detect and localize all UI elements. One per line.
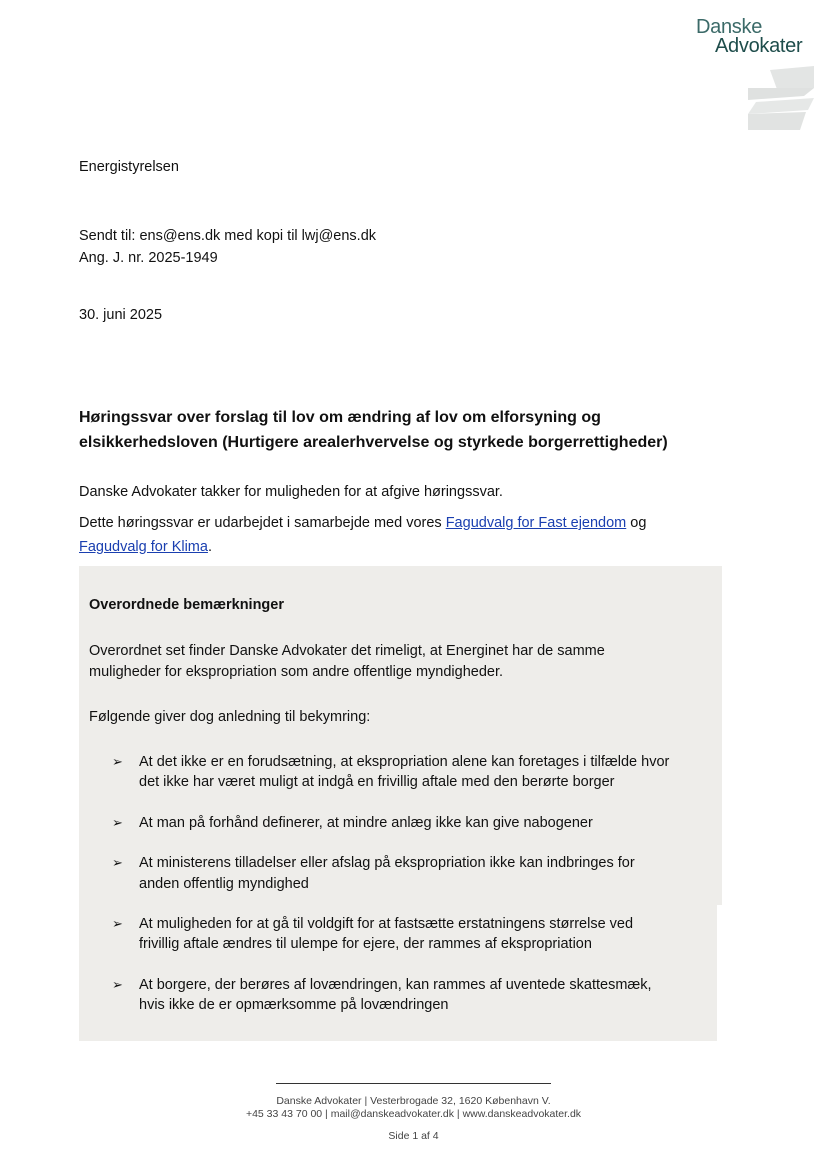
bullet-arrow-icon: ➢ xyxy=(112,815,123,830)
remarks-paragraph-line-2: muligheder for ekspropriation som andre offentlige myndigheder. xyxy=(89,664,504,680)
footer-address: Danske Advokater | Vesterbrogade 32, 1620 København V. xyxy=(276,1095,551,1107)
collaboration-line-2 xyxy=(79,536,212,558)
document-title-line-1: Høringssvar over forslag til lov om ændring af lov om elforsyning og xyxy=(79,409,601,426)
collaboration-prefix: Dette høringssvar er udarbejdet i samarbejde med vores xyxy=(79,515,446,531)
logo-mark-icon xyxy=(748,66,814,130)
bullet-2-line-1: At man på forhånd definerer, at mindre anlæg ikke kan give nabogener xyxy=(139,815,593,831)
document-date: 30. juni 2025 xyxy=(79,307,163,323)
case-reference: Ang. J. nr. 2025-1949 xyxy=(79,250,218,266)
link-fagudvalg-klima[interactable]: Fagudvalg for Klima xyxy=(79,539,208,555)
link-fagudvalg-fast-ejendom[interactable]: Fagudvalg for Fast ejendom xyxy=(445,515,627,531)
bullet-arrow-icon: ➢ xyxy=(112,855,123,870)
collaboration-mid: og xyxy=(626,515,647,531)
concerns-intro: Følgende giver dog anledning til bekymring: xyxy=(89,709,371,725)
page-number: Side 1 af 4 xyxy=(388,1130,439,1142)
remarks-heading: Overordnede bemærkninger xyxy=(89,597,284,613)
collaboration-suffix: . xyxy=(207,539,212,555)
bullet-5-line-1: At borgere, der berøres af lovændringen, kan rammes af uventede skattesmæk, xyxy=(139,977,652,993)
bullet-1-line-2: det ikke har været muligt at indgå en frivillig aftale med den berørte borger xyxy=(139,774,615,790)
intro-paragraph: Danske Advokater takker for muligheden for at afgive høringssvar. xyxy=(79,484,503,500)
bullet-arrow-icon: ➢ xyxy=(112,754,123,769)
collaboration-line-1 xyxy=(79,512,646,534)
remarks-box xyxy=(79,566,722,1041)
bullet-arrow-icon: ➢ xyxy=(112,916,123,931)
logo-text-advokater: Advokater xyxy=(715,35,803,57)
document-title-line-2: elsikkerhedsloven (Hurtigere arealerhvervelse og styrkede borgerrettigheder) xyxy=(79,434,668,451)
bullet-3-line-2: anden offentlig myndighed xyxy=(139,876,309,892)
logo-text-danske: Danske xyxy=(696,16,763,38)
bullet-3-line-1: At ministerens tilladelser eller afslag på ekspropriation ikke kan indbringes for xyxy=(139,855,635,871)
bullet-4-line-2: frivillig aftale ændres til ulempe for ejere, der rammes af ekspropriation xyxy=(139,936,592,952)
bullet-1-line-1: At det ikke er en forudsætning, at ekspropriation alene kan foretages i tilfælde hvor xyxy=(139,754,670,770)
sent-to-line: Sendt til: ens@ens.dk med kopi til lwj@ens.dk xyxy=(79,228,377,244)
bullet-5-line-2: hvis ikke de er opmærksomme på lovændringen xyxy=(139,997,449,1013)
bullet-4-line-1: At muligheden for at gå til voldgift for at fastsætte erstatningens størrelse ved xyxy=(139,916,634,932)
remarks-box-notch xyxy=(717,905,723,1045)
footer-divider xyxy=(276,1083,551,1084)
recipient: Energistyrelsen xyxy=(79,159,179,175)
remarks-paragraph-line-1: Overordnet set finder Danske Advokater det rimeligt, at Energinet har de samme xyxy=(89,643,605,659)
footer-contact: +45 33 43 70 00 | mail@danskeadvokater.dk | www.danskeadvokater.dk xyxy=(245,1108,582,1120)
bullet-arrow-icon: ➢ xyxy=(112,977,123,992)
